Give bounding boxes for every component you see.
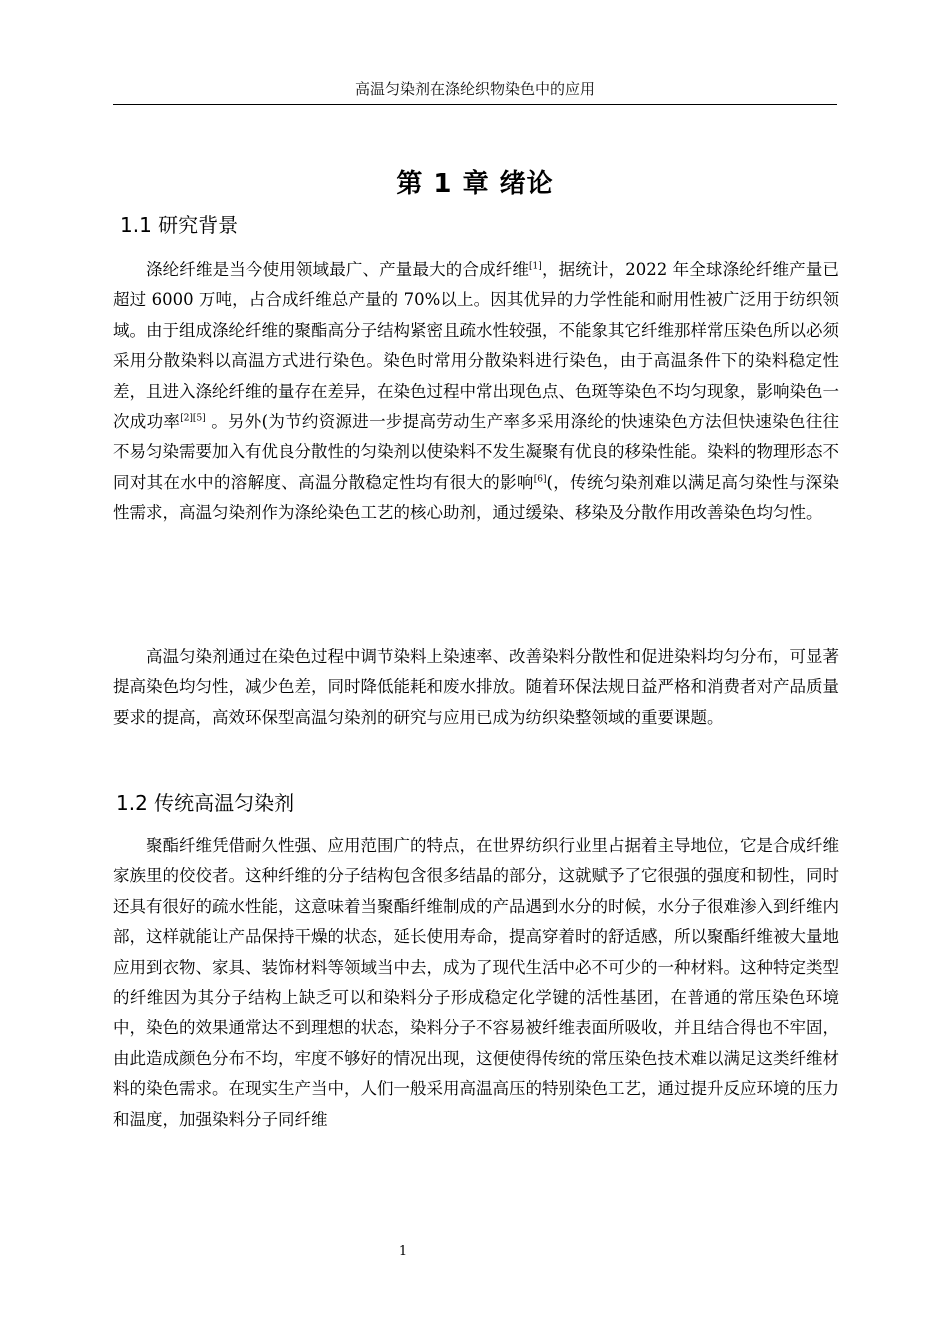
running-header: 高温匀染剂在涤纶织物染色中的应用: [354, 80, 595, 98]
paragraph-text: ，据统计，2022 年全球涤纶纤维产量已超过 6000 万吨，占合成纤维总产量的 70%以上。因其优异的力学性能和耐用性被广泛用于纺织领域。由于组成涤纶纤维的聚酯高分子结构紧密且疏水性较强，不能象其它纤维那样常压染色所以必须采用分散染料以高温方式进行染色。染色时常用分散染料进行染色，由于高温条件下的染料稳定性差，且进入涤纶纤维的量存在差异，在染色过程中常出现色点、色斑等染色不均匀现象，影响染色一次成功率: [113, 260, 839, 432]
citation-ref: [6]: [533, 474, 547, 485]
paragraph-text: (，传统匀染剂难以满足高匀染性与深染性需求，高温匀染剂作为涤纶染色工艺的核心助剂，通过缓染、移染及分散作用改善染色均匀性。: [113, 472, 840, 523]
section-heading-1-2: 1.2 传统高温匀染剂: [116, 791, 295, 815]
header-rule: [113, 104, 837, 105]
paragraph-text: 涤纶纤维是当今使用领域最广、产量最大的合成纤维: [146, 260, 530, 279]
citation-ref: [1]: [529, 261, 542, 272]
paragraph-research-background-2: 高温匀染剂通过在染色过程中调节染料上染速率、改善染料分散性和促进染料均匀分布，可显著提高染色均匀性，减少色差，同时降低能耗和废水排放。随着环保法规日益严格和消费者对产品质量要求的提高，高效环保型高温匀染剂的研究与应用已成为纺织染整领域的重要课题。: [113, 647, 839, 727]
paragraph-research-background-1: [113, 255, 839, 529]
section-heading-1-1: 1.1 研究背景: [120, 213, 239, 237]
citation-ref: [2][5]: [180, 413, 206, 424]
page-number: 1: [398, 1244, 408, 1259]
paragraph-text: 。另外(为节约资源进一步提高劳动生产率多采用涤纶的快速染色方法但快速染色往往不易匀染需要加入有优良分散性的匀染剂以使染料不发生凝聚有优良的移染性能。染料的物理形态不同对其在水中的溶解度、高温分散稳定性均有很大的影响: [113, 412, 840, 492]
paragraph-traditional-leveling-agent: 聚酯纤维凭借耐久性强、应用范围广的特点，在世界纺织行业里占据着主导地位，它是合成纤维家族里的佼佼者。这种纤维的分子结构包含很多结晶的部分，这就赋予了它很强的强度和韧性，同时还具有很好的疏水性能，这意味着当聚酯纤维制成的产品遇到水分的时候，水分子很难渗入到纤维内部，这样就能让产品保持干燥的状态，延长使用寿命，提高穿着时的舒适感，所以聚酯纤维被大量地应用到衣物、家具、装饰材料等领域当中去，成为了现代生活中必不可少的一种材料。这种特定类型的纤维因为其分子结构上缺乏可以和染料分子形成稳定化学键的活性基团，在普通的常压染色环境中，染色的效果通常达不到理想的状态，染料分子不容易被纤维表面所吸收，并且结合得也不牢固，由此造成颜色分布不均，牢度不够好的情况出现，这便使得传统的常压染色技术难以满足这类纤维材料的染色需求。在现实生产当中，人们一般采用高温高压的特别染色工艺，通过提升反应环境的压力和温度，加强染料分子同纤维: [113, 836, 839, 1129]
chapter-title: 第 1 章 绪论: [396, 169, 554, 199]
